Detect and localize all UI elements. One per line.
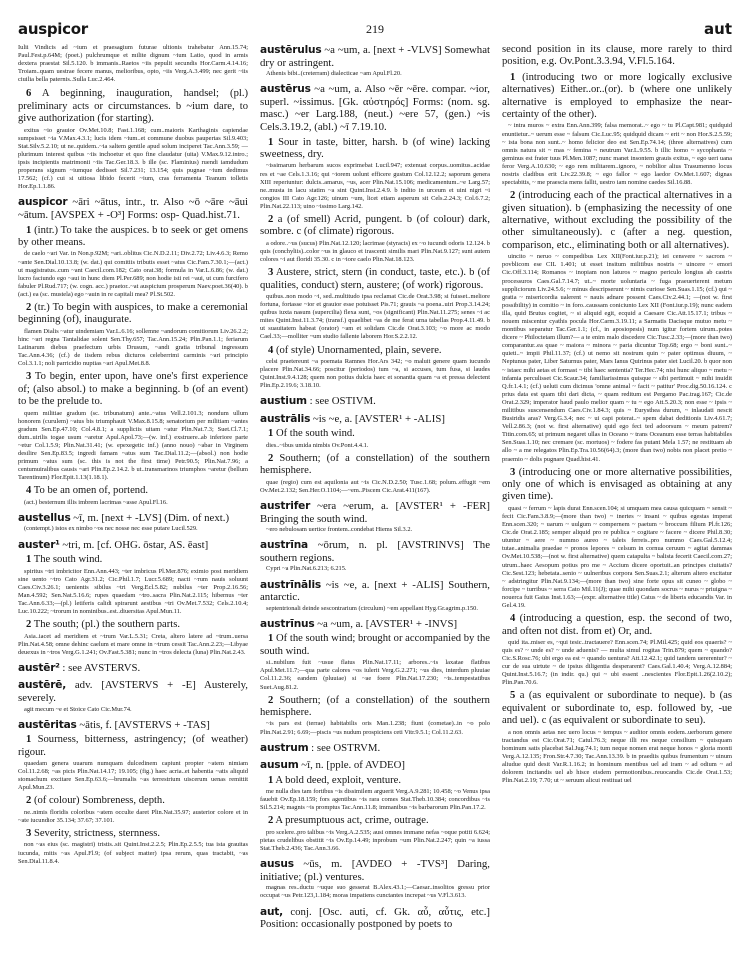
continued-text: Iulii Vindicis ad ~ium et praesagium futurae ultionis trahebatur Ann.15.74; Paul.Fest.p.64M; (poet.) pulchrumque et milite dignum ~ium Latio, quod in armis dextera praestat Sil.5.120. b immanis..Raetos ~iis pepulit secundis Hor.Carm.4.14.16; Troiam..quam uestrae fecere manus, melioribus, opto, ~iis Verg.A.3.499; nec gerit ~iis ciuilia bella paternis..Sulla Luc.2.464. (18, 44, 248, 84)
sense-definition (18, 225, 248, 250)
definition-text: Sourness, bitterness, astringency; (of weather) rigour. (18, 734, 248, 758)
entry-grammar: ~ātis, f. [AVSTERVS + -TAS] (79, 718, 210, 731)
entry-grammar: ~is ~e, a. [AVSTER¹ + -ALIS] (312, 412, 445, 425)
entry-head (260, 44, 490, 69)
dictionary-entry (260, 413, 490, 495)
sense-number: 4 (510, 613, 516, 625)
sense-number: 2 (268, 452, 274, 464)
dictionary-entry (18, 719, 248, 866)
definition-text: Of the south wind. (275, 428, 355, 440)
headword: austērus (260, 83, 311, 96)
column-middle (260, 44, 490, 936)
sense-definition (18, 828, 248, 840)
citations: agit mecum ~e et Stoice Cato Cic.Mur.74. (24, 705, 132, 713)
citations: (contempt.) istos ex nimbo ~os nec nosse nec esse putare Lucil.529. (24, 525, 198, 533)
entry-grammar: ~ūs, m. [AVDEO + -TVS³] Daring, initiative; (pl.) ventures. (260, 858, 490, 883)
citations: magnas res..ductu ~uque suo gesserat B.Alex.43.1;—Caesar..insolitos gressu prior occupat ~us Petr.123,1.184; moras impatiens cunctantes increpat ~us V.Fl.3.613. (260, 884, 490, 900)
citations: a odore..~us (sucus) Plin.Nat.12.120; lacrimae (styracis) ex ~o iucundi odoris 12.124. b quis (conchyliis)..color ~us in glauco et irascenti similis mari Plin.Nat.9.127; sunt autem colores ~i aut floridi 35.30. c in ~iore caelo Plin.Nat.18.123. (260, 239, 490, 264)
headword: aut, (260, 905, 283, 918)
headword: austrifer (260, 499, 311, 512)
dictionary-entry (260, 618, 490, 737)
sense-number: 5 (510, 690, 516, 702)
citations: ~ intra muros ~ extra Enn.Ann.399; falsa memorat..~ ego ~ tu Pl.Capt.981; quidquid enuntietur..~ uerum esse ~ falsum Cic.Luc.95; quidquid dicam ~ erit ~ non Hor.S.2.5.59; ~ ista bona non sunt..~ homo felicior deo est Sen.Ep.74.14; (three alternatives) cum omnis natura sit ~ mas ~ femina ~ neutrum Var.L.9.55. b illic homo ~ sycophanta ~ geminus est frater tuus Pl.Men.1087; nunc manet insontem grauis exitus, ~ ego ueri uana feror Verg.A.10.630; ~ ego rem militarem..ignoro, ~ nobilior alius Trasumenno locus nostris cladibus erit Liv.22.39.8; ~ ego fallor ~ ego laedor Ov.Met.1.607; dignas spectabitis, ~ me praescia mens fallit, uestro iam nomine caedes Sil.16.88. (502, 122, 732, 187)
definition-text: Southern; (of a constellation) of the southern hemisphere. (260, 694, 490, 718)
headword: austrum (260, 741, 309, 754)
sense-definition (260, 214, 490, 239)
sense-definition (502, 72, 732, 122)
sense-number: 1 (26, 554, 32, 566)
citations: a non omnis aetas nec uero locus ~ tempus ~ auditor omnis eodem..uerborum genere tractandus est Cic.Orat.71; Catul.76.3; neque illi res neque consilium ~ quisquam hominum satis placebat Sal.Jug.74.1; tum neque nomen erat neque honos ~ gloria monti Verg.A.12.135; Fron.Str.4.7.30; Tac.Ann.13.39. b in praediis quibus frumentum ~ uinum aliudue quid desit Var.R.1.16.2; in hominum mentibus uel ad iram ~ ad odium ~ ad dolorem incitandis uel ab hisce eisdem permotionibus..reuocandis Cic.de Orat.1.53; Plin.Nat.2.19; 7.70; ut ~ seruum alicui restituat uel (502, 728, 732, 785)
sense-number: 4 (26, 485, 32, 497)
text-columns (18, 44, 732, 936)
definition-text: a (of smell) Acrid, pungent. b (of colour) dark, sombre. c (of climate) rigorous. (260, 214, 490, 238)
dictionary-entry (260, 500, 490, 534)
sense-definition (260, 345, 490, 357)
entry-grammar: : see OSTRVM. (311, 741, 381, 754)
citations: quasi ~ ferrum ~ lapis durat Enn.scen.104; si umquam mea causa quicquam ~ sensit ~ fecit Cic.Fam.3.8.9;—(more than two) ~ inertes ~ insani ~ quibus egestas imperat Enn.scen.320; ~ uarum ~ uulgum ~ compernem ~ paetum ~ broccum filium Pl.fr.126; Cic.de Orat.2.185; semper aliquid pro re publica ~ cogitare ~ facere ~ dicere Phil.8.30; utuntur ~ aere ~ nummo aureo ~ taleis ferreis..pro nummo Caes.Gal.5.12.4; tutae..animalia praedae ~ pronos lepores ~ celsum in cornua ceruum ~ agitat dammas Ov.Met.10.538;—(not w. first alternative) quem catapulta ~ balista fecerit Caecil.com.27; utrum..haec Aesopum potius pro me ~ Accium dicere oportuit..an principes ciuitatis? Cic.Sest.123; hebetata..senio ~ uulneribus corpora Sen.Suas.2.1; alterum altero excitatur ~ adstringitur Plin.Nat.9.134;—(more than two) sine forte opus sit cuneo ~ globo ~ forcipe ~ turribus ~ serra Cato Mil.11(J); quae mihi quondam socrus ~ nurus ~ priuigna ~ nouerca fuit Gaius Inst.1.63;—(expr. alternative title) Catus ~ de liberis educandis Var. in Gel.4.19. (502, 504, 732, 609)
definition-text: Severity, strictness, sternness. (33, 828, 161, 840)
entry-grammar: conj. [Osc. auti, cf. Gk. αὖ, αὖτις, etc.] Position: occasionally postponed by poets to (260, 905, 490, 931)
definition-text: (intr.) To take the auspices. b to seek or get omens by other means. (18, 224, 248, 249)
definition-text: Sour in taste, bitter, harsh. b (of wine) lacking sweetness, dry. (260, 136, 490, 161)
headword: austellus (18, 511, 71, 524)
definition-text: Of the south wind; brought or accompanied by the south wind. (260, 633, 490, 657)
entry-head (260, 742, 490, 755)
entry-grammar: ~is ~e, a. [next + -ALIS] Southern, antarctic. (260, 578, 490, 604)
sense-number: 2 (510, 190, 516, 202)
headword: austēr² (18, 661, 60, 674)
entry-grammar: ~tri, m. [cf. OHG. ōstar, AS. ēast] (62, 538, 209, 551)
entry-head (260, 759, 490, 772)
left-guide-word: auspicor (18, 20, 88, 38)
headword: austrālis (260, 412, 311, 425)
entry-grammar: ~ī, m. [next + -LVS] (Dim. of next.) (73, 511, 230, 524)
citations: quibus..non modo ~i, sed..multitudo ipsa reclamat Cic.de Orat.3.98; si fuisset..meliore fortuna, fortasse ~ior et grauior esse potuisset Pis.71; grauis ~a poena..uiri Prop.3.14.24; quibus iuxta nasum (supercilia) flexa sunt, ~os (significant) Plin.Nat.11.275; senes ~i ac mites Quint.Inst.11.3.74; (transf.) quaelibet ~as de me ferat urna tabellas Prop.4.11.49. b ut suauitatem habeat (orator) ~am et solidam Cic.de Orat.3.103; ~o more ac modo Cael.33;—molliter ~um studio fallente laborem Hor.S.2.2.12. (260, 292, 490, 341)
citations: spiritus ~tri imbricitor Enn.Ann.443; ~ter imbricus Pl.Mer.876; eximio post meridiem sine uento ~tro Cato Agr.31.2; Cic.Phil.1.7; Lucr.5.689; nacti ~rum nauis soluunt Caes.Civ.3.26.1; uenientis sibilus ~tri Verg.Ecl.5.82; nubilus ~ter Prop.2.16.56; Man.4.592; Sen.Nat.5.16.6; rupes quaedam ~tro..sacra Plin.Nat.2.115; hibernus ~ter Tac.Ann.6.33;—(pl.) letiferis calidi spirarunt aestibus ~tri Ov.Met.7.532; Cels.2.10.4; Luc.10.222; ~trorum in nominibus..est..diuersitas Apul.Mun.11. (18, 567, 248, 615)
citations: celsi praetereunt ~a poemata Ramnes Hor.Ars 342; ~o maluit genere quam iucundo placere Plin.Nat.34.66; poscitur (periodos) tum ~a, si accuses, tum fusa, si laudes Quint.Inst.9.4.128; quem non potius dulcia haec et sonantia quam ~a et pressa delectent Plin.Ep.2.19.6; 3.18.10. (260, 357, 490, 390)
entry-head (18, 719, 248, 732)
sense-number: 1 (268, 136, 274, 148)
citations: quem militiae gradum (sc. tribunatum) ante..~atus Vell.2.101.3; nondum ullum honorem (curulem) ~atus bis triumphauit V.Max.8.15.8; senatorium per militiam ~antes gradum Sen.Ep.47.10; Col.4.8.1; a suppliciis uitam ~atur Plin.Nat.7.3; Suet.Cl.7.1; dum..uirilis togae usum ~aretur Apul.Apol.73;—(w. inf.) exstruere..ab inferiore parte ~etur Col.1.5.9; Plin.Nat.31.41; (w. epexegetic inf.) (anno nouo) ~abar in Virginem desilire Sen.Ep.83.5; ingredi famam ~atus sum Tac.Dial.11.2;—(absol.) non hodie primum ~atus sum (sc. this is not the first time) Petr.90.5; Plin.Nat.7.96; a centumuiralibus causis ~ari Plin.Ep.2.14.2. b ut..transmarinos triumphos ~aretur (bellum Tarentinum) Flor.Epit.1.13(1.18.1). (18, 409, 248, 482)
sense-number: 2 (26, 619, 32, 631)
entry-head (260, 539, 490, 564)
sense-definition (260, 633, 490, 658)
sense-definition (502, 613, 732, 638)
entry-grammar: ~āri ~ātus, intr., tr. Also ~ō ~āre ~āui ~ātum. [AVSPEX + -O³] Forms: osp- Quad.hist.71. (18, 196, 248, 222)
citations: exitus ~io grauior Ov.Met.10.8; Fast.1.168; cum..maioris Karthaginis capiendae sumpsisset ~ia V.Max.4.3.1; lucis idem ~ium..et commune duobus paupertas Sil.9.403; Stat.Silv.5.2.10; ut ne..quidem..~ia saltem gentile apud solum inciperet Tac.Ann.3.59; —plurimum interest quibus ~iis inchoetur et quo fine claudatur (uita) V.Max.9.12.intro.; ipsis incipientis matrimonii ~iis Tac.Ger.18.3. b ille (sc. Flaminius) ruendi iamdudum properans signum ~iumque dedisset Sil.7.231; 13.154; quis pugnae ~ium dedimus 17.562; (cf.) cui si uitiosa libido fecerit ~ium, cras ferramenta Teanum tolletis Hor.Ep.1.1.86. (18, 126, 248, 191)
sense-number: 3 (26, 371, 32, 383)
definition-text: Austere, strict, stern (in conduct, taste, etc.). b (of qualities, conduct) stern, austere; (of work) rigorous. (260, 267, 490, 291)
dictionary-entry (18, 88, 248, 191)
definition-text: (introducing a question, esp. the second of two, and often not dist. from et) Or, and. (502, 613, 732, 637)
sense-definition (260, 775, 490, 787)
dictionary-entry (260, 395, 490, 408)
sense-number: 1 (268, 633, 274, 645)
entry-head (18, 512, 248, 525)
sense-definition (502, 190, 732, 252)
sense-definition (18, 371, 248, 408)
entry-head (260, 906, 490, 931)
definition-text: To begin, enter upon, have one's first experience of; (also absol.) to make a beginning. b (of an event) to be the prelude to. (18, 371, 248, 408)
definition-text: A beginning, inauguration, handsel; (pl.) preliminary acts or circumstances. b ~ium dare, to give authorization (for starting). (18, 88, 248, 125)
definition-text: (of style) Unornamented, plain, severe. (275, 344, 442, 356)
column-left (18, 44, 248, 936)
dictionary-entry (18, 662, 248, 675)
citations: septentrionali deinde sescontrarium (circulum) ~em appellant Hyg.Gr.agrim.p.150. (266, 604, 478, 612)
dictionary-entry (18, 539, 248, 657)
sense-definition (260, 428, 490, 440)
right-guide-word: aut (704, 20, 732, 38)
citations: ~is pars est (terrae) habitabilis oris Man.1.238; fiunt (cometae)..in ~o polo Plin.Nat.2.91; 6.69;—piscis ~us nudum prospiciens ceti Vitr.9.5.1; Col.11.2.63. (260, 720, 490, 736)
sense-number: 2 (268, 694, 274, 706)
entry-grammar: ~a ~um, a. Also ~ēr ~ēre. compar. ~ior, superl. ~issimus. [Gk. αὐστηρός] Forms: (nom. sg. masc.) ~er Larg.188, (neut.) ~ere 57, (gen.) ~is Cels.3.19.2, (abl.) ~ī 7.19.10. (260, 83, 490, 134)
entry-grammar: ~a ~um, a. [AVSTER¹ + -INVS] (317, 617, 458, 630)
entry-head (18, 662, 248, 675)
headword: austrīnālis (260, 578, 321, 591)
sense-number: 1 (268, 428, 274, 440)
sense-number: 1 (26, 224, 32, 236)
dictionary-entry (502, 72, 732, 786)
dictionary-entry (260, 83, 490, 390)
sense-definition (18, 302, 248, 327)
citations: ~ero nebulosam uertice frontem..condebat Hiems Sil.3.2. (266, 526, 413, 534)
citations: Cypri ~a Plin.Nat.6.213; 6.215. (266, 565, 347, 573)
citations: non ~as eius (sc. magistri) tristis..sit Quint.Inst.2.2.5; Plin.Ep.2.5.5; tua ista grauitas iucunda, mitis ~as Apul.Fl.9; (of subject matter) ipsa rerum, quas tractabit, ~as Sen.Dial.11.8.4. (18, 841, 248, 865)
sense-number: 3 (268, 267, 274, 279)
definition-text: (introducing two or more logically exclusive alternatives) Either..or..(or). b (where one unlikely alternative is employed to emphasize the near-certainty of the other). (502, 71, 732, 121)
sense-number: 2 (268, 214, 274, 226)
definition-text: The south; (pl.) the southern parts. (33, 619, 180, 631)
dictionary-entry (260, 759, 490, 853)
sense-definition (260, 815, 490, 827)
sense-definition (260, 137, 490, 162)
sense-number: 4 (268, 344, 274, 356)
citations: dies..~ibus umida nimbis Ov.Pont.4.4.1. (266, 441, 369, 449)
sense-definition (260, 695, 490, 720)
entry-grammar: : see AVSTERVS. (62, 661, 141, 674)
entry-grammar: ~a ~um, a. [next + -VLVS] Somewhat dry or astringent. (260, 44, 490, 69)
sense-definition (260, 453, 490, 478)
citations: si..nubilum fuit ~usue flatus Plin.Nat.17.11; arbores..~is laxatae flatibus Apul.Met.11.7;—qua parte calores ~os iulerit Verg.G.2.271; ~us dies, interdum pluuiae Col.11.2.36; eandem (pluuiae) si ~ae foere Plin.Nat.17.230; ~is..tempestatibus Suet.Aug.81.2. (260, 659, 490, 691)
sense-number: 2 (26, 302, 32, 313)
citations: pro scelere..pro talibus ~is Verg.A.2.535; ausi omnes immane nefas ~oque potiti 6.624; pietas crudelibus obstitit ~is Ov.Ep.14.49; inprobum ~um Plin.Nat.2.247; quin ~a iussa Stat.Theb.2.436; Tac.Ann.3.66. (260, 828, 490, 853)
sense-definition (502, 467, 732, 504)
definition-text: The south wind. (33, 554, 103, 566)
definition-text: Southern; (of a constellation) of the southern hemisphere. (260, 452, 490, 477)
definition-text: A bold deed, exploit, venture. (275, 774, 401, 786)
citations: uincito ~ neruo ~ compedibus Lex XII(Font.iur.p.21); iei censvere ~ sacrom ~ povblicom ese CIL 1.401; ut esset insitum militibus nostris ~ uincere ~ emori Cic.Off.3.114; Romanos ~ inopiam non laturos ~ magno periculo longius ab castris processuros Caes.Gal.7.14.7; ut..~ morte uoluntaria ~ fuga praeuerterent metum suppliciorum Liv.24.5.6; ~ minus descripserunt ~ nimis curiose Sen.Suas.1.15; (cf.) qui ~ gratia ~ misericordia ualerent ~ nauis adnare possent Caes.Civ.2.44.1; —(not w. first possibility) in comitio ~ in foro..caussam coniciunto Lex XII (Font.iur.p.19); nunc eadem illa, quid Brutus cogitet, ~ si aliquid egit, ecquid a Caesare Cic.Att.15.17.1; tribus ~ nouem miscentur cyathis pocula Hor.Carm.3.19.11; a Sarmatis Dacisque mutuo metu ~ montibus separatur Tac.Ger.1.1; (cf., in aposiopesis) num igitur fortem uirum..potes dicere ~ Philoctetam illum?— a te enim malo discedere Cic.Tusc.2.33;—(more than two) comparantur..ea quae ~ maiora ~ minora ~ paria dicuntur Top.68; ergo ~ boni sunt..~ quieti..~ impii Phil.11.37; (cf.) ut nemo sit nostrum quin ~ pater optimus diuum, ~ Neptunus pater, Liber Saturnus pater, Mars Ianus Quirinus pater siet Lucil.20. b quor non ~ istaec mihi aetas et formast ~ tibi haec sententia? Ter.Hec.74; nisi hunc aliquo ~ metu ~ infamia perculisset Cic.Scaur.34; familiarissimus quisque ~ sibi pertimuit ~ mihi inuidit Q.fr.1.4.1; (cf.) ueluti cum dicimus 'omne animal ~ facit ~ patitur' Proc.dig.50.16.124. c prius data est quam tibi dari dicta, ~ quam reditum est Pergamo Pac.trag.167; Cic.de Orat.2.329; imperator haud paulo melior quam ~ tu ~ ego Att.5.20.3; non esse ~ ipsis ~ militibus suscensendum Caes.Civ.1.84.3; quis ~ Eurysthea durum, ~ inlaudati nescit Busiridis aras? Verg.G.3.4; nec ~ ui capi poterat..~ spem dabat deditionis Liv.4.61.7; Vell.2.86.3; (not w. first alternative) quid ego feci ted adoorsum ~ meum patrem? Titin.com.65; ut primum negaret ullas in Oceano ~ trans Oceanum esse terras habitabiles Sen.Suas.1.10; nec cremare (sc. mortuos) ~ fodere fas putant Mela 1.57; ne restituam ab allo ~ a me relegatos Plin.Ep.Tra.10.56(64).3; (more than two) nobis non placet pretio ~ praemio ~ dolis pugnare Quad.hist.41. (502, 253, 732, 463)
sense-number: 1 (268, 774, 274, 786)
definition-text: To be an omen of, portend. (33, 485, 149, 497)
running-head (18, 20, 732, 40)
dictionary-entry (18, 679, 248, 713)
dictionary-entry (18, 512, 248, 534)
sense-definition (18, 554, 248, 566)
citations: ne..nimis floridis coloribus ~atem occulte daret Plin.Nat.35.97; austerior colore et in ~ate iucundior 35.134; 37.67; 37.101. (18, 808, 248, 824)
definition-text: A presumptuous act, crime, outrage. (275, 815, 429, 827)
sense-number: 2 (26, 795, 32, 807)
entry-head (18, 539, 248, 552)
sense-number: 1 (26, 734, 32, 746)
citations: Athenis bibi..(creterram) dialecticae ~am Apul.Fl.20. (266, 70, 402, 78)
citations: de caelo ~ari Var. in Non.p.92M; ~ari..oblitus Cic.N.D.2.11; Div.2.72; Liv.4.6.3; Remo ~ante Sen.Dial.10.13.8; (w. dat.) qui comitiis tributis esset ~atus Cic.Fam.7.30.1;—(act.) ut magistratus..cum ~ant Caecil.com.182; Cato orat.38; formula in Var.L.6.86; (w. dat.) lucro faciundo ego ~aui in hunc diem Pl.Per.689; non hodie isti rei ~aui, ut cum furcifero fabuler Pl.Rud.717; (w. cogn. acc.) praetor..~at auspicium prosperum Naev.poet.36(40). b (act.) ea (sc. mustela) ego ~auin in re capitali mea? Pl.St.502. (18, 250, 248, 298)
sense-definition (18, 734, 248, 759)
sense-number: 3 (510, 466, 516, 478)
headword: austērē, (18, 679, 67, 692)
column-right (502, 44, 732, 936)
definition-text: (introducing one or more alternative possibilities, only one of which is envisaged as obtaining at any given time). (502, 466, 732, 503)
headword: austium (260, 395, 307, 408)
headword: austrīnus (260, 617, 315, 630)
entry-grammar: adv. [AVSTERVS + -E] Austerely, severely. (18, 679, 248, 704)
dictionary-entry (18, 196, 248, 506)
sense-number: 2 (268, 815, 274, 827)
sense-number: 6 (26, 88, 32, 100)
citations: flamen Dialis ~atur uindemiam Var.L.6.16; sollemne ~andorum comitiorum Liv.26.2.2; hinc ~ari regna Tantalidae solent Sen.Thy.657; Tac.Ann.15.24; Plin.Pan.1.1; feriarum Latinarum diebus praefectum urbis Drusum, ~andi gratia tribunal ingressum Tac.Ann.4.36; (cf.) de iisdem rebus dicturos celeberrimi carminis ~ari principio Col.3.1.1; noli parricidio nuptias ~ari Apul.Met.8.8. (18, 327, 248, 368)
entry-grammar: ~ī, n. [pple. of AVDEO] (301, 759, 405, 772)
dictionary-entry (260, 44, 490, 78)
headword: auspicor (18, 196, 68, 209)
sense-definition (502, 690, 732, 727)
headword: auster¹ (18, 538, 60, 551)
entry-head (260, 395, 490, 408)
entry-head (260, 579, 490, 604)
entry-head (260, 83, 490, 133)
page-number: 219 (366, 22, 384, 36)
entry-head (260, 858, 490, 883)
entry-head (260, 500, 490, 525)
dictionary-entry (260, 539, 490, 573)
sense-definition (18, 88, 248, 125)
sense-definition (18, 619, 248, 631)
sense-definition (18, 795, 248, 807)
dictionary-entry (260, 742, 490, 755)
definition-text: a (as equivalent or subordinate to neque). b (as equivalent or subordinate to, esp. followed by, -ue and uel). c (as equivalent or subordinate to seu). (502, 690, 732, 727)
definition-text: (tr.) To begin with auspices, to make a ceremonial beginning (of), inaugurate. (18, 302, 248, 326)
headword: ausus (260, 858, 294, 871)
entry-head (18, 196, 248, 221)
definition-text: (of colour) Sombreness, depth. (33, 795, 165, 807)
citations: quae (regio) cum est aquilonia aut ~is Cic.N.D.2.50; Tusc.1.68; polum..effugit ~em Ov.Met.2.132; Sen.Her.O.1104;—~em..Piscem Cic.Arat.411(167). (260, 478, 490, 494)
continued-text: second position in its clause, more rarely to third position, e.g. Ov.Pont.3.3.94, V.Fl.5.164. (502, 44, 732, 68)
dictionary-entry (260, 906, 490, 931)
headword: ausum (260, 759, 299, 772)
citations: quid ita..miser es, ~qui tesic..tractauere? Enn.scen.74; Pl.Mil.425; quid eos quaeris? ~ quis es? ~ unde es? ~ unde aduenis? — multa simul rogitas Trin.879; quem ~ quando? Cic.S.Rosc.76; ubi ergo ea est ~ quando uentura? Att.12.42.1; quid tandem uererentur? ~ cur de sua uirtute ~ de ipsius diligentia desperarent? Caes.Gal.1.40.4; Verg.A.12.884; Quint.Inst.5.16.7; (in indir. qu.) qui ~ ubi essent ..nescientes Flor.Epit.1.26(2.10.2); Plin.Pan.70.6. (502, 638, 732, 687)
dictionary-entry (260, 579, 490, 613)
dictionary-entry (260, 858, 490, 900)
citations: Asia..iacet ad meridiem et ~trum Var.L.5.31; Creta, altero latere ad ~trum..uersa Plin.Nat.4.58; omne dehinc caelum et mare omne in ~trum cessit Tac.Ann.2.23;—Libyae deuexus in ~tros Verg.G.1.241; Ov.Fast.5.381; nunc in ~tros delecta (luna) Plin.Nat.2.43. (18, 632, 248, 656)
entry-grammar: ~era ~erum, a. [AVSTER¹ + -FER] Bringing the south wind. (260, 499, 490, 525)
definition-text: (introducing each of the practical alternatives in a given situation). b (emphasizing the necessity of one alternative, without excluding the possibility of the other simultaneously). c (after a neg. question, comparison, etc., eliminating both or all alternatives). (502, 190, 732, 251)
headword: austrīna (260, 539, 309, 552)
citations: ~issimarum herbarum sucos exprimebat Lucil.947; extenuat corpus..uomitus..acidae res et ~ae Cels.1.3.16; qui ~iorem uolunt efficere gustum Col.12.12.2; saporum genera XIII reperiuntur: dulcis..amarus, ~us, acer Plin.Nat.15.106; medicamentum..~e Larg.57; ne..musta in lacu statim ~a sint Quint.Inst.2.4.9. b indito in urceum et uini nigri ~i congios III Cato Agr.126; uinum ~um, licet etiam asperum sit Cels.2.24.3; Col.6.7.2; Plin.Nat.22.113; uino ~issimo Larg.142. (260, 162, 490, 210)
headword: austēritas (18, 718, 77, 731)
sense-number: 1 (510, 71, 516, 83)
citations: (act.) besternum illis imbrem lacrimas ~asse Apul.Fl.16. (24, 498, 168, 506)
entry-head (18, 679, 248, 704)
headword: austērulus (260, 44, 322, 56)
entry-grammar: ~ōrum, n. pl. [AVSTRINVS] The southern regions. (260, 539, 490, 564)
entry-head (260, 618, 490, 631)
citations: quaedam genera uuarum numquam dulcedinem capiunt propter ~atem nimiam Col.11.2.68; ~as picis Plin.Nat.14.17; 19.105; (fig.) haec acria..et habentia ~atis aliquid stomachum excitare Sen.Ep.63.6;—brumalis ~as terrestrium uiscerum uenas remittit Apul.Mun.23. (18, 760, 248, 792)
sense-definition (18, 485, 248, 497)
entry-head (260, 413, 490, 426)
citations: me nulla dies tam fortibus ~is dissimilem arguerit Verg.A.9.281; 10.458; ~o Venus ipsa fauebit Ov.Ep.18.159; fors agentibus ~is rara comes Stat.Theb.10.384; concordibus ~is Sil.5.214; magnis ~is promptus Tac.Ann.11.8; immanibus ~is barbarorum Plin.Pan.17.2. (260, 788, 490, 812)
sense-definition (260, 267, 490, 292)
sense-number: 3 (26, 828, 32, 840)
entry-grammar: : see OSTIVM. (309, 395, 376, 408)
